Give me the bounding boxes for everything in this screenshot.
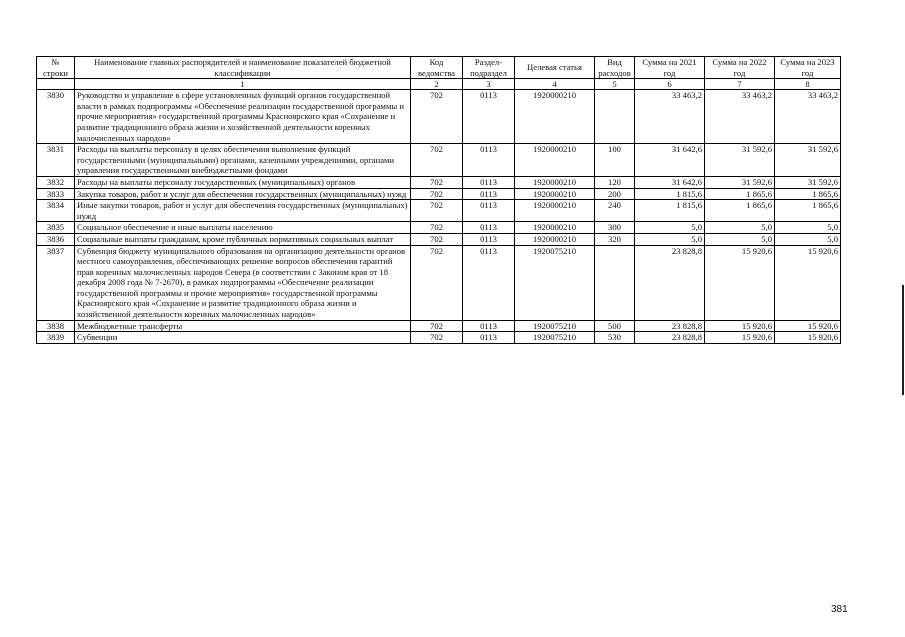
row-number: 3837 — [37, 245, 75, 320]
sum-2023: 1 865,6 — [775, 188, 841, 200]
expense-type: 320 — [595, 233, 635, 245]
department-code: 702 — [411, 332, 463, 344]
table-row — [37, 222, 841, 234]
section-code: 0113 — [463, 245, 515, 320]
table-row — [37, 245, 841, 320]
department-code: 702 — [411, 320, 463, 332]
sum-2022: 31 592,6 — [705, 176, 775, 188]
header-sum-2021: Сумма на 2021 год — [635, 57, 705, 79]
sum-2021: 31 642,6 — [635, 176, 705, 188]
column-number: 6 — [635, 79, 705, 90]
department-code: 702 — [411, 245, 463, 320]
column-number-row — [37, 79, 841, 90]
column-number: 2 — [411, 79, 463, 90]
column-number: 3 — [463, 79, 515, 90]
section-code: 0113 — [463, 320, 515, 332]
row-name: Межбюджетные трансферты — [75, 320, 411, 332]
row-name: Социальное обеспечение и иные выплаты населению — [75, 222, 411, 234]
department-code: 702 — [411, 144, 463, 177]
sum-2022: 1 865,6 — [705, 188, 775, 200]
expense-type: 530 — [595, 332, 635, 344]
sum-2021: 5,0 — [635, 233, 705, 245]
table-row — [37, 90, 841, 144]
target-article: 1920075210 — [515, 332, 595, 344]
table-row — [37, 320, 841, 332]
header-expense-type: Вид расходов — [595, 57, 635, 79]
table-row — [37, 200, 841, 222]
table-row — [37, 332, 841, 344]
department-code: 702 — [411, 222, 463, 234]
row-name: Иные закупки товаров, работ и услуг для обеспечения государственных (муниципальных) нужд — [75, 200, 411, 222]
sum-2022: 15 920,6 — [705, 332, 775, 344]
expense-type: 240 — [595, 200, 635, 222]
row-name: Расходы на выплаты персоналу государственных (муниципальных) органов — [75, 176, 411, 188]
department-code: 702 — [411, 90, 463, 144]
header-sum-2023: Сумма на 2023 год — [775, 57, 841, 79]
expense-type: 120 — [595, 176, 635, 188]
sum-2021: 23 828,8 — [635, 332, 705, 344]
sum-2023: 15 920,6 — [775, 245, 841, 320]
department-code: 702 — [411, 200, 463, 222]
sum-2023: 31 592,6 — [775, 144, 841, 177]
expense-type — [595, 90, 635, 144]
column-number: 1 — [75, 79, 411, 90]
target-article: 1920000210 — [515, 200, 595, 222]
section-code: 0113 — [463, 332, 515, 344]
header-department-code: Код ведомства — [411, 57, 463, 79]
row-number: 3831 — [37, 144, 75, 177]
sum-2021: 23 828,8 — [635, 320, 705, 332]
sum-2022: 33 463,2 — [705, 90, 775, 144]
sum-2021: 1 815,6 — [635, 188, 705, 200]
target-article: 1920075210 — [515, 245, 595, 320]
section-code: 0113 — [463, 233, 515, 245]
scan-edge-mark — [902, 285, 904, 395]
row-number: 3832 — [37, 176, 75, 188]
page-number: 381 — [831, 604, 848, 615]
sum-2023: 5,0 — [775, 222, 841, 234]
expense-type: 300 — [595, 222, 635, 234]
sum-2021: 1 815,6 — [635, 200, 705, 222]
department-code: 702 — [411, 188, 463, 200]
sum-2021: 33 463,2 — [635, 90, 705, 144]
header-name: Наименование главных распорядителей и наименование показателей бюджетной классификации — [75, 57, 411, 79]
column-number — [37, 79, 75, 90]
row-number: 3838 — [37, 320, 75, 332]
header-row-number: № строки — [37, 57, 75, 79]
row-number: 3830 — [37, 90, 75, 144]
department-code: 702 — [411, 233, 463, 245]
sum-2022: 15 920,6 — [705, 320, 775, 332]
section-code: 0113 — [463, 222, 515, 234]
section-code: 0113 — [463, 90, 515, 144]
sum-2022: 31 592,6 — [705, 144, 775, 177]
column-number: 5 — [595, 79, 635, 90]
sum-2023: 5,0 — [775, 233, 841, 245]
sum-2022: 5,0 — [705, 233, 775, 245]
table-row — [37, 144, 841, 177]
column-number: 4 — [515, 79, 595, 90]
header-sum-2022: Сумма на 2022 год — [705, 57, 775, 79]
row-number: 3839 — [37, 332, 75, 344]
section-code: 0113 — [463, 200, 515, 222]
sum-2021: 31 642,6 — [635, 144, 705, 177]
table-row — [37, 176, 841, 188]
table-row — [37, 233, 841, 245]
target-article: 1920000210 — [515, 222, 595, 234]
sum-2022: 15 920,6 — [705, 245, 775, 320]
row-name: Субвенции — [75, 332, 411, 344]
row-number: 3835 — [37, 222, 75, 234]
budget-table — [36, 56, 841, 344]
header-target-article: Целевая статья — [515, 57, 595, 79]
target-article: 1920000210 — [515, 233, 595, 245]
column-number: 7 — [705, 79, 775, 90]
row-number: 3833 — [37, 188, 75, 200]
table-row — [37, 188, 841, 200]
sum-2023: 1 865,6 — [775, 200, 841, 222]
expense-type: 100 — [595, 144, 635, 177]
sum-2023: 33 463,2 — [775, 90, 841, 144]
expense-type: 200 — [595, 188, 635, 200]
row-name: Руководство и управление в сфере установленных функций органов государственной власти в рамках подпрограммы «Обеспечение реализации государственной программы и прочие мероприятия» государственной программы Красноярского края «Сохранение и развитие традиционного образа жизни и хозяйственной деятельности коренных малочисленных народов» — [75, 90, 411, 144]
sum-2023: 15 920,6 — [775, 320, 841, 332]
section-code: 0113 — [463, 188, 515, 200]
section-code: 0113 — [463, 176, 515, 188]
department-code: 702 — [411, 176, 463, 188]
sum-2022: 1 865,6 — [705, 200, 775, 222]
sum-2022: 5,0 — [705, 222, 775, 234]
sum-2023: 31 592,6 — [775, 176, 841, 188]
target-article: 1920000210 — [515, 144, 595, 177]
row-name: Закупка товаров, работ и услуг для обеспечения государственных (муниципальных) нужд — [75, 188, 411, 200]
header-section: Раздел-подраздел — [463, 57, 515, 79]
row-name: Расходы на выплаты персоналу в целях обеспечения выполнения функций государственными (муниципальными) органами, казенными учреждениями, органами управления государственными внебюджетными фондами — [75, 144, 411, 177]
row-name: Субвенция бюджету муниципального образования на организацию деятельности органов местного самоуправления, обеспечивающих решение вопросов обеспечения гарантий прав коренных малочисленных народов Севера (в соответствии с Законом края от 18 декабря 2008 года № 7-2670), в рамках подпрограммы «Обеспечение реализации государственной программы и прочие мероприятия» государственной программы Красноярского края «Сохранение и развитие традиционного образа жизни и хозяйственной деятельности коренных малочисленных народов» — [75, 245, 411, 320]
target-article: 1920000210 — [515, 90, 595, 144]
target-article: 1920000210 — [515, 188, 595, 200]
sum-2021: 5,0 — [635, 222, 705, 234]
target-article: 1920000210 — [515, 176, 595, 188]
expense-type — [595, 245, 635, 320]
target-article: 1920075210 — [515, 320, 595, 332]
row-number: 3836 — [37, 233, 75, 245]
row-number: 3834 — [37, 200, 75, 222]
row-name: Социальные выплаты гражданам, кроме публичных нормативных социальных выплат — [75, 233, 411, 245]
sum-2021: 23 828,8 — [635, 245, 705, 320]
column-number: 8 — [775, 79, 841, 90]
header-row — [37, 57, 841, 79]
sum-2023: 15 920,6 — [775, 332, 841, 344]
expense-type: 500 — [595, 320, 635, 332]
section-code: 0113 — [463, 144, 515, 177]
